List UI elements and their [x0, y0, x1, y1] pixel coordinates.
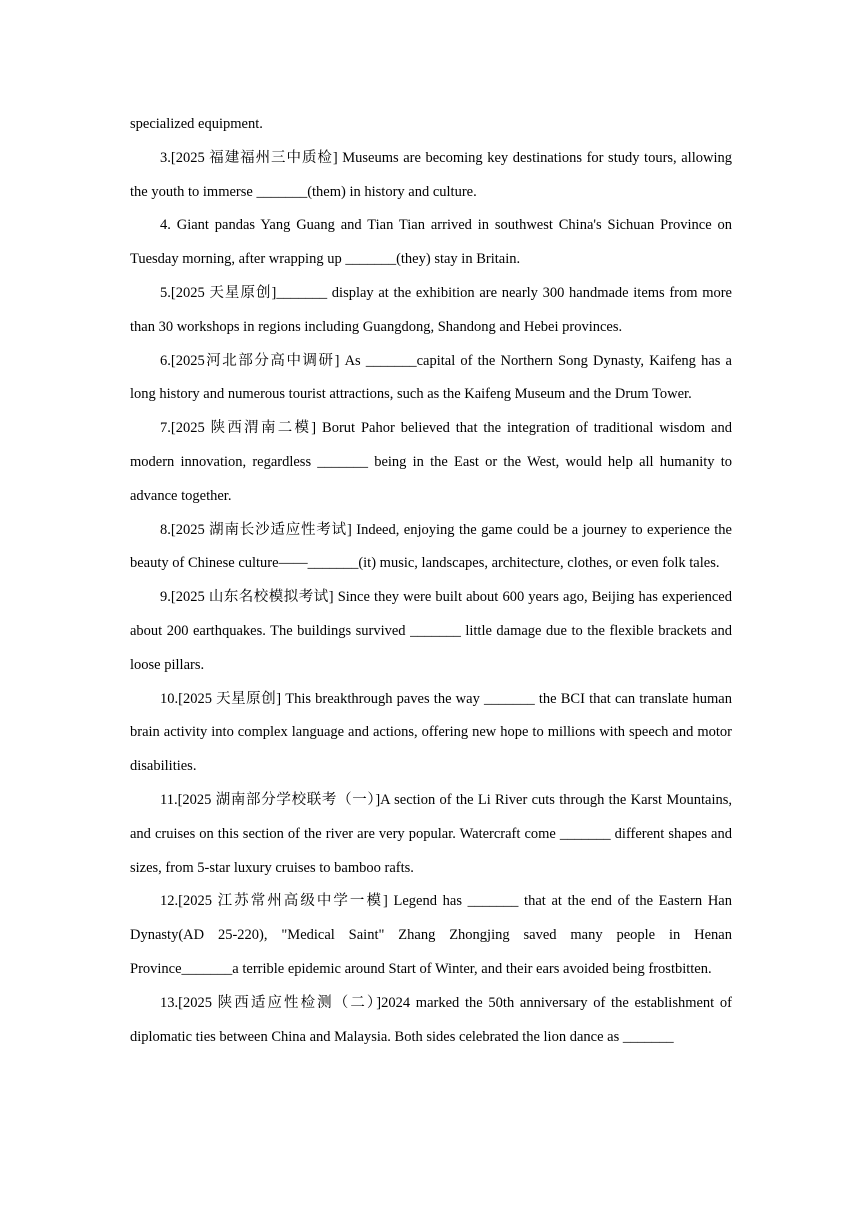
question-10: 10.[2025 天星原创] This breakthrough paves the way _______ the BCI that can translate human brain activity into complex language and actions, offering new hope to millions with speech and motor disabilities. [130, 690, 732, 775]
question-3: 3.[2025 福建福州三中质检] Museums are becoming key destinations for study tours, allowing the youth to immerse _______(them) in history and culture. [130, 149, 732, 200]
question-12: 12.[2025 江苏常州高级中学一模] Legend has _______ that at the end of the Eastern Han Dynasty(AD 25-220), "Medical Saint" Zhang Zhongjing saved many people in Henan Province_______a terrible epidemic around Start of Winter, and their ears avoided being frostbitten. [130, 893, 732, 977]
question-5: 5.[2025 天星原创]_______ display at the exhibition are nearly 300 handmade items from more than 30 workshops in regions including Guangdong, Shandong and Hebei provinces. [130, 284, 732, 335]
question-9: 9.[2025 山东名校模拟考试] Since they were built about 600 years ago, Beijing has experienced about 200 earthquakes. The buildings survived _______ little damage due to the flexible brackets and loose pillars. [130, 589, 732, 673]
question-4: 4. Giant pandas Yang Guang and Tian Tian arrived in southwest China's Sichuan Province on Tuesday morning, after wrapping up _______(they) stay in Britain. [130, 217, 732, 268]
question-11: 11.[2025 湖南部分学校联考（一）]A section of the Li River cuts through the Karst Mountains, and cruises on this section of the river are very popular. Watercraft come _______ different shapes and sizes, from 5-star luxury cruises to bamboo rafts. [130, 791, 732, 876]
question-7: 7.[2025 陕西渭南二模] Borut Pahor believed that the integration of traditional wisdom and modern innovation, regardless _______ being in the East or the West, would help all humanity to advance together. [130, 420, 732, 504]
question-8: 8.[2025 湖南长沙适应性考试] Indeed, enjoying the game could be a journey to experience the beauty of Chinese culture——_______(it) music, landscapes, architecture, clothes, or even folk tales. [130, 521, 732, 572]
question-6: 6.[2025河北部分高中调研] As _______capital of the Northern Song Dynasty, Kaifeng has a long history and numerous tourist attractions, such as the Kaifeng Museum and the Drum Tower. [130, 352, 732, 403]
paragraph-continuation: specialized equipment. [130, 116, 263, 132]
question-13: 13.[2025 陕西适应性检测（二）]2024 marked the 50th anniversary of the establishment of diplomatic ties between China and Malaysia. Both sides celebrated the lion dance as _______ [130, 994, 732, 1045]
